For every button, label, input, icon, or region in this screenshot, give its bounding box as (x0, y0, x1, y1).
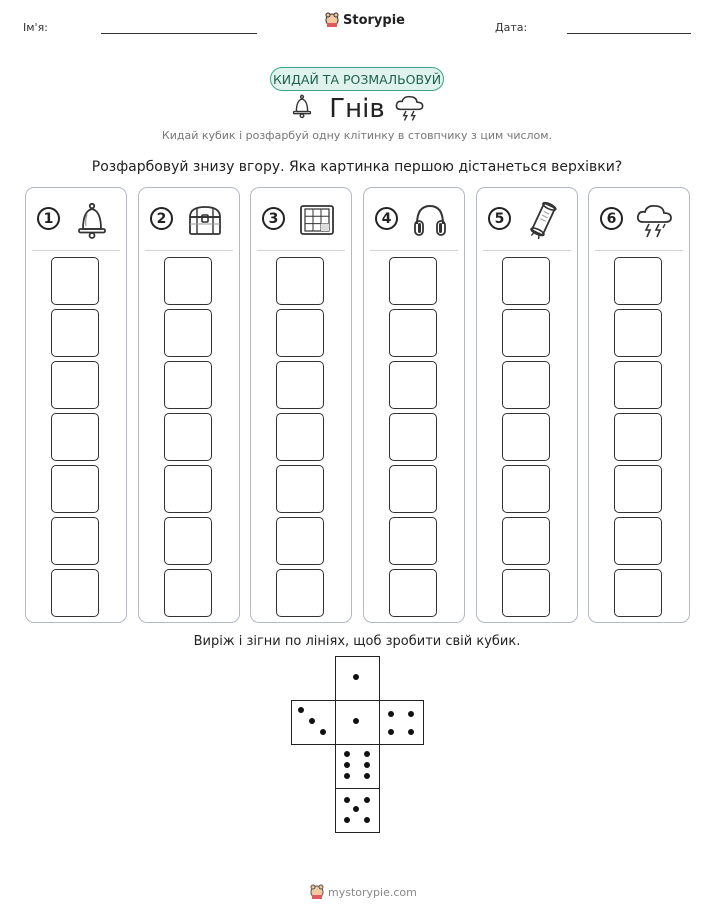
color-cell[interactable] (614, 517, 662, 565)
die-face-three (291, 700, 336, 745)
column-1 (25, 187, 127, 623)
headphones-icon (410, 200, 450, 240)
color-cell[interactable] (389, 569, 437, 617)
storm-cloud-icon (635, 200, 675, 240)
die-pip (388, 729, 394, 735)
color-cell[interactable] (51, 361, 99, 409)
color-cell[interactable] (389, 413, 437, 461)
color-cell[interactable] (502, 257, 550, 305)
color-cell[interactable] (276, 257, 324, 305)
cut-instruction: Виріж і зігни по лініях, щоб зробити свій кубик. (193, 634, 521, 649)
color-cell[interactable] (276, 517, 324, 565)
color-cell[interactable] (164, 309, 212, 357)
column-divider (370, 250, 458, 251)
column-number: 3 (262, 207, 285, 230)
color-cell[interactable] (614, 569, 662, 617)
color-cell[interactable] (51, 257, 99, 305)
column-divider (595, 250, 683, 251)
sliding-puzzle-icon (297, 200, 337, 240)
column-number: 1 (37, 207, 60, 230)
footer (310, 884, 417, 900)
die-pip (408, 729, 414, 735)
color-cell[interactable] (164, 517, 212, 565)
subtitle: Кидай кубик і розфарбуй одну клітинку в стовпчику з цим числом. (161, 129, 553, 142)
storypie-mascot-icon (325, 12, 339, 28)
color-cell[interactable] (502, 413, 550, 461)
color-cell[interactable] (164, 465, 212, 513)
color-cell[interactable] (51, 309, 99, 357)
color-cell[interactable] (502, 517, 550, 565)
color-cell[interactable] (51, 517, 99, 565)
color-cell[interactable] (502, 569, 550, 617)
column-number: 6 (600, 207, 623, 230)
color-cell[interactable] (614, 361, 662, 409)
die-pip (364, 762, 370, 768)
die-pip (344, 751, 350, 757)
instruction: Розфарбовуй знизу вгору. Яка картинка першою дістанеться верхівки? (91, 159, 623, 175)
die-pip (344, 762, 350, 768)
die-pip (344, 773, 350, 779)
die-pip (353, 718, 359, 724)
name-line[interactable] (101, 33, 257, 34)
die-face-five (335, 788, 380, 833)
color-cell[interactable] (51, 465, 99, 513)
column-divider (145, 250, 233, 251)
die-face-four (379, 700, 424, 745)
die-pip (353, 806, 359, 812)
die-pip (388, 711, 394, 717)
column-divider (32, 250, 120, 251)
color-cell[interactable] (51, 569, 99, 617)
die-pip (408, 711, 414, 717)
page-title: Гнів (329, 94, 385, 124)
color-cell[interactable] (502, 361, 550, 409)
color-cell[interactable] (389, 309, 437, 357)
die-pip (364, 773, 370, 779)
color-cell[interactable] (389, 257, 437, 305)
die-face-one-center (335, 700, 380, 745)
die-pip (309, 718, 315, 724)
column-number: 2 (150, 207, 173, 230)
date-line[interactable] (567, 33, 691, 34)
color-cell[interactable] (389, 517, 437, 565)
color-cell[interactable] (502, 309, 550, 357)
column-3 (250, 187, 352, 623)
color-cell[interactable] (614, 309, 662, 357)
color-cell[interactable] (51, 413, 99, 461)
color-cell[interactable] (276, 413, 324, 461)
color-cell[interactable] (614, 257, 662, 305)
die-pip (298, 707, 304, 713)
color-cell[interactable] (389, 465, 437, 513)
storypie-mascot-icon (310, 884, 324, 900)
title-storm-cloud-icon (394, 92, 426, 122)
column-divider (257, 250, 345, 251)
bell-icon (72, 200, 112, 240)
color-cell[interactable] (164, 361, 212, 409)
color-cell[interactable] (164, 569, 212, 617)
die-pip (364, 817, 370, 823)
brand-name: Storypie (343, 12, 405, 28)
die-pip (364, 751, 370, 757)
column-6 (588, 187, 690, 623)
die-pip (344, 817, 350, 823)
treasure-chest-icon (185, 200, 225, 240)
die-pip (364, 797, 370, 803)
color-cell[interactable] (164, 257, 212, 305)
scroll-icon (523, 200, 563, 240)
activity-badge (270, 67, 444, 91)
footer-url[interactable]: mystorypie.com (328, 885, 417, 899)
date-label: Дата: (495, 21, 528, 34)
color-cell[interactable] (614, 413, 662, 461)
color-cell[interactable] (164, 413, 212, 461)
color-cell[interactable] (276, 465, 324, 513)
column-2 (138, 187, 240, 623)
color-cell[interactable] (276, 569, 324, 617)
color-cell[interactable] (276, 361, 324, 409)
column-number: 5 (488, 207, 511, 230)
color-cell[interactable] (614, 465, 662, 513)
brand-logo (325, 12, 405, 28)
color-cell[interactable] (276, 309, 324, 357)
die-pip (320, 729, 326, 735)
color-cell[interactable] (502, 465, 550, 513)
die-face-six (335, 744, 380, 789)
column-number: 4 (375, 207, 398, 230)
die-face-one (335, 656, 380, 701)
column-4 (363, 187, 465, 623)
column-divider (483, 250, 571, 251)
name-label: Ім'я: (23, 21, 48, 34)
activity-badge-text: КИДАЙ ТА РОЗМАЛЬОВУЙ (272, 71, 442, 87)
column-5 (476, 187, 578, 623)
die-pip (353, 674, 359, 680)
color-cell[interactable] (389, 361, 437, 409)
die-pip (344, 797, 350, 803)
